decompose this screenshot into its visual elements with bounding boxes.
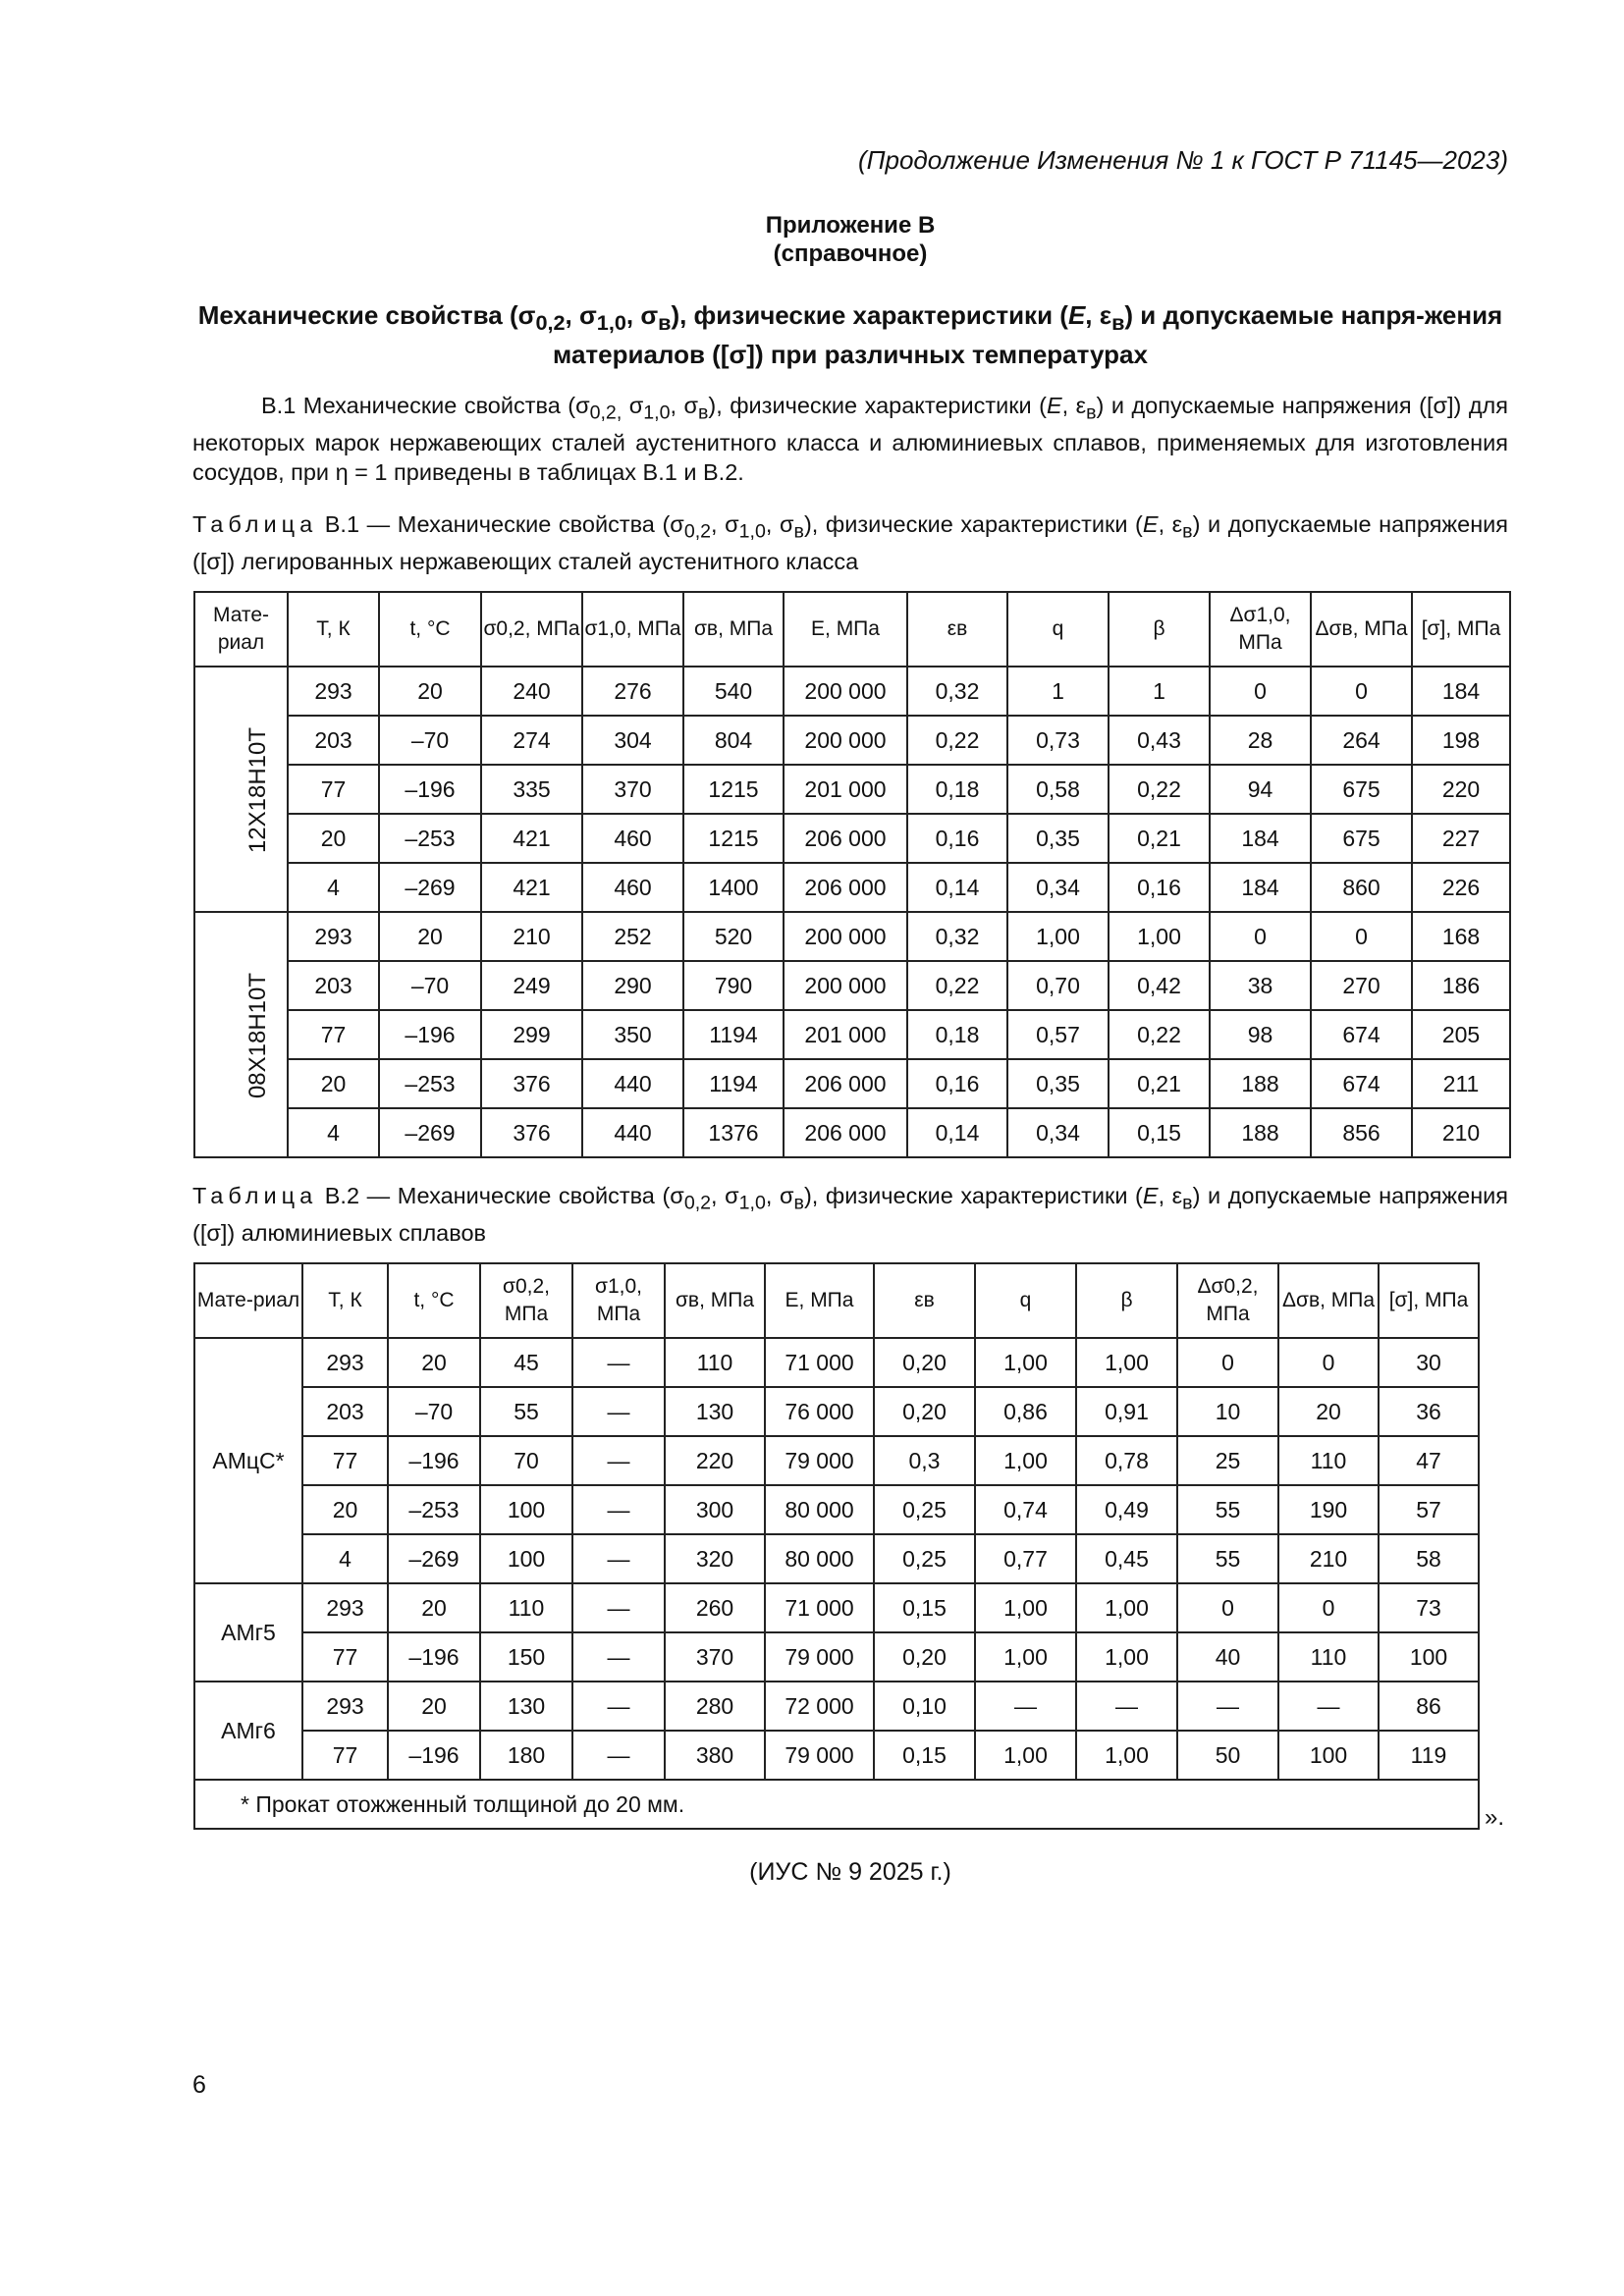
table2-header-cell: σ1,0, МПа — [572, 1263, 665, 1338]
table-cell: 0,32 — [907, 667, 1007, 716]
table-cell: –196 — [388, 1632, 480, 1682]
table-cell: 1 — [1007, 667, 1109, 716]
table-cell: 0,20 — [874, 1387, 975, 1436]
table-cell: 376 — [481, 1108, 582, 1157]
table-row — [194, 961, 1510, 1010]
table-cell: 335 — [481, 765, 582, 814]
table-row — [194, 1010, 1510, 1059]
table-row — [194, 912, 1510, 961]
table-cell: 804 — [683, 716, 784, 765]
table-cell: 20 — [302, 1485, 388, 1534]
closing-quote: ». — [1485, 1804, 1505, 1831]
table2-header-cell: εв — [874, 1263, 975, 1338]
table-cell: 188 — [1210, 1059, 1311, 1108]
table-cell: 77 — [302, 1632, 388, 1682]
table1-caption: Таблица В.1 — Механические свойства ($\sigma_{0,2}$, $\sigma_{1,0}$, $\sigma_в$), физические характеристики (E, $\varepsilon_в$) и допускаемые напряжения ([σ]) легированных нержавеющих сталей аустенитного класса — [192, 511, 1509, 574]
table-row — [194, 1387, 1479, 1436]
table-cell: 0 — [1311, 667, 1412, 716]
table-row — [194, 1338, 1479, 1387]
table1-header-cell: t, °C — [379, 592, 481, 667]
table-cell: 20 — [388, 1338, 480, 1387]
table-cell: 520 — [683, 912, 784, 961]
table2-caption: Таблица В.2 — Механические свойства ($\sigma_{0,2}$, $\sigma_{1,0}$, $\sigma_в$), физические характеристики (E, $\varepsilon_в$) и допускаемые напряжения ([σ]) алюминиевых сплавов — [192, 1183, 1509, 1246]
table-cell: 220 — [1412, 765, 1510, 814]
table1-header-cell: [σ], МПа — [1412, 592, 1510, 667]
table-cell: 0,43 — [1109, 716, 1210, 765]
table-cell: 168 — [1412, 912, 1510, 961]
table-cell: 1,00 — [1007, 912, 1109, 961]
material-cell: АМцС* — [194, 1338, 302, 1583]
table-cell: — — [572, 1387, 665, 1436]
table-cell: 4 — [288, 1108, 379, 1157]
table-cell: 1,00 — [1076, 1338, 1177, 1387]
table-cell: 1194 — [683, 1059, 784, 1108]
table-cell: 77 — [302, 1436, 388, 1485]
table-cell: 675 — [1311, 765, 1412, 814]
table-footnote-row — [194, 1780, 1479, 1829]
table-cell: 20 — [288, 1059, 379, 1108]
table-cell: –253 — [388, 1485, 480, 1534]
table-cell: — — [572, 1338, 665, 1387]
table1-header-cell: Δσ1,0, МПа — [1210, 592, 1311, 667]
table-cell: — — [1177, 1682, 1278, 1731]
table-cell: 58 — [1379, 1534, 1479, 1583]
table-row — [194, 1534, 1479, 1583]
table-cell: 200 000 — [784, 912, 907, 961]
table-cell: 226 — [1412, 863, 1510, 912]
table-cell: 100 — [1278, 1731, 1379, 1780]
table-cell: 293 — [288, 667, 379, 716]
table-cell: 460 — [582, 863, 683, 912]
table-cell: 203 — [302, 1387, 388, 1436]
table-cell: 0,22 — [907, 716, 1007, 765]
table1-header-cell: E, МПа — [784, 592, 907, 667]
table-cell: 55 — [1177, 1534, 1278, 1583]
table-cell: 376 — [481, 1059, 582, 1108]
table-cell: 110 — [665, 1338, 765, 1387]
table-cell: 79 000 — [765, 1436, 874, 1485]
table-cell: 350 — [582, 1010, 683, 1059]
table-cell: 0,58 — [1007, 765, 1109, 814]
table-cell: 674 — [1311, 1010, 1412, 1059]
table-cell: 0,16 — [907, 1059, 1007, 1108]
table-cell: 0,86 — [975, 1387, 1076, 1436]
table-cell: 227 — [1412, 814, 1510, 863]
table-cell: 86 — [1379, 1682, 1479, 1731]
table-cell: 100 — [480, 1534, 572, 1583]
table-cell: 675 — [1311, 814, 1412, 863]
table-cell: 270 — [1311, 961, 1412, 1010]
table-cell: 0,74 — [975, 1485, 1076, 1534]
table-cell: 0,45 — [1076, 1534, 1177, 1583]
table-cell: 299 — [481, 1010, 582, 1059]
table-cell: 0,15 — [1109, 1108, 1210, 1157]
table-cell: — — [1278, 1682, 1379, 1731]
table-cell: 77 — [288, 1010, 379, 1059]
table-cell: 421 — [481, 814, 582, 863]
table-cell: 1 — [1109, 667, 1210, 716]
table-cell: 110 — [480, 1583, 572, 1632]
table-cell: 260 — [665, 1583, 765, 1632]
table-cell: –269 — [388, 1534, 480, 1583]
appendix-title: Механические свойства ($\sigma_{0,2}$, $\sigma_{1,0}$, $\sigma_в$), физические характеристики (E, $\varepsilon_в$) и допускаемые напря-жения материалов ([σ]) при различных температурах — [197, 300, 1503, 370]
table2-header-cell: Δσ0,2, МПа — [1177, 1263, 1278, 1338]
table-cell: 77 — [302, 1731, 388, 1780]
table-cell: 201 000 — [784, 765, 907, 814]
table-cell: 188 — [1210, 1108, 1311, 1157]
table-cell: 80 000 — [765, 1534, 874, 1583]
table-cell: 40 — [1177, 1632, 1278, 1682]
table-cell: 72 000 — [765, 1682, 874, 1731]
table-cell: 0,34 — [1007, 1108, 1109, 1157]
table-cell: 304 — [582, 716, 683, 765]
table1-header-row — [194, 592, 1510, 667]
table-cell: 0 — [1278, 1583, 1379, 1632]
ius-reference: (ИУС № 9 2025 г.) — [749, 1858, 951, 1886]
table-cell: 1,00 — [1109, 912, 1210, 961]
table-cell: 320 — [665, 1534, 765, 1583]
table-cell: 206 000 — [784, 1108, 907, 1157]
material-cell: 08Х18Н10Т — [194, 912, 288, 1157]
table-cell: 20 — [288, 814, 379, 863]
table-row — [194, 1485, 1479, 1534]
table-cell: 200 000 — [784, 667, 907, 716]
table-cell: 205 — [1412, 1010, 1510, 1059]
table-cell: 274 — [481, 716, 582, 765]
table-cell: 240 — [481, 667, 582, 716]
table2-header-row — [194, 1263, 1479, 1338]
table2-header-cell: Δσв, МПа — [1278, 1263, 1379, 1338]
table-footnote: * Прокат отожженный толщиной до 20 мм. — [194, 1780, 1479, 1829]
material-cell: 12Х18Н10Т — [194, 667, 288, 912]
table-cell: 0 — [1177, 1583, 1278, 1632]
table-cell: 45 — [480, 1338, 572, 1387]
table-cell: 293 — [302, 1682, 388, 1731]
table-cell: — — [572, 1534, 665, 1583]
table-cell: 0 — [1278, 1338, 1379, 1387]
table-cell: 674 — [1311, 1059, 1412, 1108]
table-cell: 0,22 — [907, 961, 1007, 1010]
table-cell: 36 — [1379, 1387, 1479, 1436]
table-cell: 180 — [480, 1731, 572, 1780]
table-cell: 20 — [1278, 1387, 1379, 1436]
table-cell: 71 000 — [765, 1338, 874, 1387]
table-cell: 0,25 — [874, 1485, 975, 1534]
table-row — [194, 667, 1510, 716]
table-cell: 190 — [1278, 1485, 1379, 1534]
table-cell: 1,00 — [975, 1338, 1076, 1387]
table1-header-cell: q — [1007, 592, 1109, 667]
table-cell: 20 — [388, 1682, 480, 1731]
table-cell: 30 — [1379, 1338, 1479, 1387]
table-cell: 200 000 — [784, 961, 907, 1010]
table-cell: 0,77 — [975, 1534, 1076, 1583]
table-cell: 206 000 — [784, 863, 907, 912]
table-cell: 73 — [1379, 1583, 1479, 1632]
table-cell: 100 — [1379, 1632, 1479, 1682]
table-cell: –196 — [388, 1436, 480, 1485]
table-cell: 210 — [481, 912, 582, 961]
table-cell: 184 — [1412, 667, 1510, 716]
table1-header-cell: Δσв, МПа — [1311, 592, 1412, 667]
table-cell: 1400 — [683, 863, 784, 912]
table-cell: –269 — [379, 1108, 481, 1157]
table-cell: 1,00 — [975, 1436, 1076, 1485]
table-cell: 1376 — [683, 1108, 784, 1157]
table-cell: 860 — [1311, 863, 1412, 912]
table-cell: 0,22 — [1109, 765, 1210, 814]
table-cell: 421 — [481, 863, 582, 912]
table-cell: 0,34 — [1007, 863, 1109, 912]
page-number: 6 — [192, 2071, 206, 2099]
table-cell: 0,70 — [1007, 961, 1109, 1010]
table-cell: 55 — [480, 1387, 572, 1436]
table-cell: 0,35 — [1007, 1059, 1109, 1108]
table-cell: — — [572, 1583, 665, 1632]
table-row — [194, 1731, 1479, 1780]
table-row — [194, 1108, 1510, 1157]
table-cell: 280 — [665, 1682, 765, 1731]
table-cell: –196 — [379, 765, 481, 814]
table-cell: 1,00 — [975, 1731, 1076, 1780]
appendix-name: Приложение В — [765, 212, 936, 239]
table-cell: 0,21 — [1109, 814, 1210, 863]
table-cell: 94 — [1210, 765, 1311, 814]
table-cell: — — [1076, 1682, 1177, 1731]
table-cell: 201 000 — [784, 1010, 907, 1059]
table-cell: 0,16 — [1109, 863, 1210, 912]
table1 — [193, 591, 1511, 1158]
table-cell: 4 — [288, 863, 379, 912]
table-cell: 0,91 — [1076, 1387, 1177, 1436]
table-cell: 249 — [481, 961, 582, 1010]
table-cell: 0,3 — [874, 1436, 975, 1485]
table-cell: 0,78 — [1076, 1436, 1177, 1485]
table-cell: 57 — [1379, 1485, 1479, 1534]
table-cell: 0,15 — [874, 1583, 975, 1632]
table-cell: 0,14 — [907, 1108, 1007, 1157]
table-cell: 28 — [1210, 716, 1311, 765]
table1-header-cell: σ0,2, МПа — [481, 592, 582, 667]
table-cell: 380 — [665, 1731, 765, 1780]
table2-header-cell: E, МПа — [765, 1263, 874, 1338]
table-cell: –196 — [388, 1731, 480, 1780]
table-cell: — — [572, 1632, 665, 1682]
table-cell: 79 000 — [765, 1632, 874, 1682]
table-row — [194, 1682, 1479, 1731]
table2-header-cell: β — [1076, 1263, 1177, 1338]
table-cell: –253 — [379, 1059, 481, 1108]
table-cell: 252 — [582, 912, 683, 961]
material-cell: АМг6 — [194, 1682, 302, 1780]
table2-header-cell: T, К — [302, 1263, 388, 1338]
table-cell: 1215 — [683, 765, 784, 814]
table-cell: –70 — [379, 716, 481, 765]
table-cell: 856 — [1311, 1108, 1412, 1157]
table-cell: 0,20 — [874, 1338, 975, 1387]
table-cell: 203 — [288, 961, 379, 1010]
table-cell: 293 — [288, 912, 379, 961]
table-cell: 1,00 — [1076, 1731, 1177, 1780]
table-cell: 1215 — [683, 814, 784, 863]
table-cell: 0 — [1210, 667, 1311, 716]
table-cell: 20 — [388, 1583, 480, 1632]
table2-header-cell: σ0,2, МПа — [480, 1263, 572, 1338]
table-cell: 210 — [1278, 1534, 1379, 1583]
table-cell: 130 — [480, 1682, 572, 1731]
table-cell: 198 — [1412, 716, 1510, 765]
table-cell: 0,15 — [874, 1731, 975, 1780]
table-cell: 370 — [582, 765, 683, 814]
table-cell: 370 — [665, 1632, 765, 1682]
table-cell: 130 — [665, 1387, 765, 1436]
table-cell: 0,21 — [1109, 1059, 1210, 1108]
table-row — [194, 1059, 1510, 1108]
table-cell: 264 — [1311, 716, 1412, 765]
table1-header-cell: σв, МПа — [683, 592, 784, 667]
document-header: (Продолжение Изменения № 1 к ГОСТ Р 71145—2023) — [858, 145, 1508, 175]
table-cell: 71 000 — [765, 1583, 874, 1632]
table-row — [194, 863, 1510, 912]
table-cell: 150 — [480, 1632, 572, 1682]
table-cell: — — [572, 1436, 665, 1485]
table-cell: 110 — [1278, 1436, 1379, 1485]
table-row — [194, 814, 1510, 863]
table-cell: 0,49 — [1076, 1485, 1177, 1534]
table-cell: 0,22 — [1109, 1010, 1210, 1059]
table-cell: 276 — [582, 667, 683, 716]
table-row — [194, 1583, 1479, 1632]
table-cell: 0,35 — [1007, 814, 1109, 863]
table-cell: 0,14 — [907, 863, 1007, 912]
table-cell: 440 — [582, 1059, 683, 1108]
table-cell: 77 — [288, 765, 379, 814]
intro-paragraph: В.1 Механические свойства ($\sigma_{0,2,}$ $\sigma_{1,0}$, $\sigma_в$), физические характеристики (E, $\varepsilon_в$) и допускаемые напряжения ([σ]) для некоторых марок нержавеющих сталей аустенитного класса и алюминиевых сплавов, применяемых для изготовления сосудов, при η = 1 приведены в таблицах В.1 и В.2. — [192, 393, 1508, 485]
table-cell: 203 — [288, 716, 379, 765]
table-cell: 55 — [1177, 1485, 1278, 1534]
table-cell: 1,00 — [1076, 1632, 1177, 1682]
table-cell: 790 — [683, 961, 784, 1010]
table-cell: 210 — [1412, 1108, 1510, 1157]
table1-header-cell: Мате-риал — [194, 592, 288, 667]
table2-header-cell: t, °C — [388, 1263, 480, 1338]
table-cell: 50 — [1177, 1731, 1278, 1780]
table-cell: 20 — [379, 912, 481, 961]
table-cell: 4 — [302, 1534, 388, 1583]
table-cell: 98 — [1210, 1010, 1311, 1059]
table-row — [194, 716, 1510, 765]
table-cell: 0,16 — [907, 814, 1007, 863]
table-cell: 80 000 — [765, 1485, 874, 1534]
table-cell: 25 — [1177, 1436, 1278, 1485]
table-cell: 1,00 — [975, 1632, 1076, 1682]
table-cell: 206 000 — [784, 1059, 907, 1108]
table1-header-cell: T, К — [288, 592, 379, 667]
table-cell: 0 — [1311, 912, 1412, 961]
table-cell: 186 — [1412, 961, 1510, 1010]
material-cell: АМг5 — [194, 1583, 302, 1682]
table2-header-cell: σв, МПа — [665, 1263, 765, 1338]
table2-header-cell: q — [975, 1263, 1076, 1338]
table-cell: — — [572, 1731, 665, 1780]
table-cell: 0,57 — [1007, 1010, 1109, 1059]
table-cell: 290 — [582, 961, 683, 1010]
table-cell: 0,18 — [907, 765, 1007, 814]
table-cell: — — [572, 1485, 665, 1534]
table-cell: 540 — [683, 667, 784, 716]
table-cell: 0,32 — [907, 912, 1007, 961]
table-cell: 460 — [582, 814, 683, 863]
table-cell: 200 000 — [784, 716, 907, 765]
table-cell: 10 — [1177, 1387, 1278, 1436]
table-cell: 211 — [1412, 1059, 1510, 1108]
table-row — [194, 1436, 1479, 1485]
table-cell: 47 — [1379, 1436, 1479, 1485]
table-cell: 76 000 — [765, 1387, 874, 1436]
table-cell: 79 000 — [765, 1731, 874, 1780]
table-row — [194, 765, 1510, 814]
table-cell: 0,25 — [874, 1534, 975, 1583]
table-cell: 20 — [379, 667, 481, 716]
table-cell: — — [975, 1682, 1076, 1731]
appendix-type: (справочное) — [773, 240, 928, 267]
table-cell: 184 — [1210, 863, 1311, 912]
table-cell: 0 — [1177, 1338, 1278, 1387]
table-cell: 38 — [1210, 961, 1311, 1010]
table-cell: –269 — [379, 863, 481, 912]
table-cell: –253 — [379, 814, 481, 863]
table1-header-cell: β — [1109, 592, 1210, 667]
table-row — [194, 1632, 1479, 1682]
table-cell: 0,42 — [1109, 961, 1210, 1010]
table-cell: 70 — [480, 1436, 572, 1485]
table-cell: –196 — [379, 1010, 481, 1059]
table-cell: — — [572, 1682, 665, 1731]
table-cell: 119 — [1379, 1731, 1479, 1780]
table-cell: 300 — [665, 1485, 765, 1534]
table-cell: 0,73 — [1007, 716, 1109, 765]
table-cell: 110 — [1278, 1632, 1379, 1682]
table-cell: 0,20 — [874, 1632, 975, 1682]
table-cell: 220 — [665, 1436, 765, 1485]
table2-header-cell: Мате-риал — [194, 1263, 302, 1338]
table-cell: 1,00 — [1076, 1583, 1177, 1632]
table1-header-cell: σ1,0, МПа — [582, 592, 683, 667]
table-cell: 1,00 — [975, 1583, 1076, 1632]
table-cell: 184 — [1210, 814, 1311, 863]
table-cell: 440 — [582, 1108, 683, 1157]
table-cell: 0,10 — [874, 1682, 975, 1731]
table2-header-cell: [σ], МПа — [1379, 1263, 1479, 1338]
table-cell: 293 — [302, 1583, 388, 1632]
table-cell: 0 — [1210, 912, 1311, 961]
table1-header-cell: εв — [907, 592, 1007, 667]
table-cell: 100 — [480, 1485, 572, 1534]
table-cell: –70 — [379, 961, 481, 1010]
table-cell: 1194 — [683, 1010, 784, 1059]
table-cell: 293 — [302, 1338, 388, 1387]
table-cell: 206 000 — [784, 814, 907, 863]
table-cell: 0,18 — [907, 1010, 1007, 1059]
table2 — [193, 1262, 1480, 1830]
table-cell: –70 — [388, 1387, 480, 1436]
